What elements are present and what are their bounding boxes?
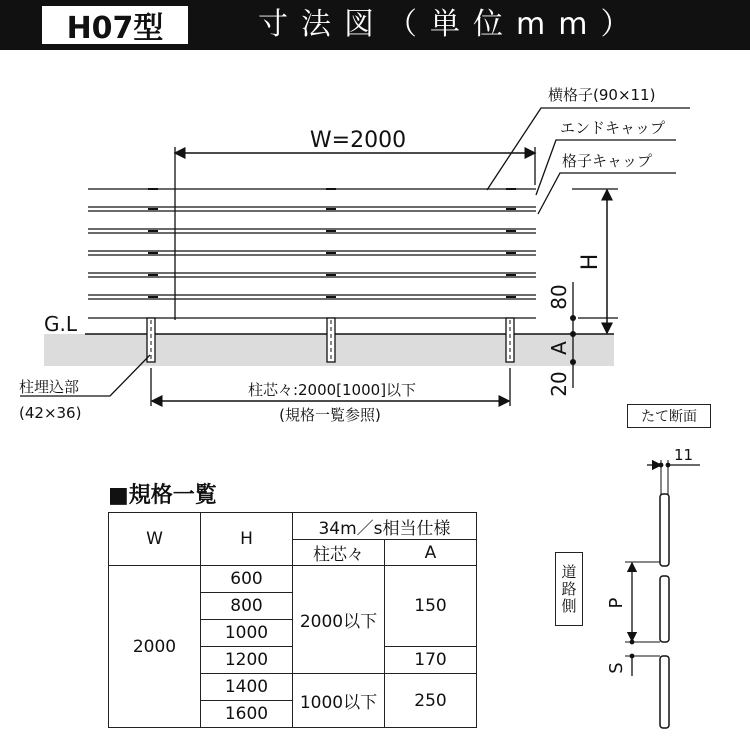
cell-w: 2000: [109, 566, 201, 728]
model-label: H07型: [42, 6, 188, 44]
gap-label: 80: [547, 284, 571, 310]
cell-h: 600: [201, 566, 293, 593]
section-thickness: 11: [674, 446, 694, 464]
cell-a: 150: [385, 566, 477, 647]
gl-label: G.L: [44, 312, 77, 336]
road-side-label: [555, 552, 583, 626]
cell-a: 250: [385, 674, 477, 728]
callout-rail-cap: 格子キャップ: [562, 152, 653, 170]
road-side-char: 側: [561, 596, 577, 615]
section-gap-label: S: [606, 662, 627, 674]
pitch-note: (規格一覧参照): [279, 406, 381, 424]
cell-h: 1200: [201, 647, 293, 674]
header-h: H: [201, 513, 293, 566]
header-a: A: [385, 540, 477, 566]
callout-rail: 横格子(90×11): [548, 86, 656, 104]
pitch-label: 柱芯々:2000[1000]以下: [247, 381, 417, 399]
anchor-label: A: [547, 341, 571, 355]
header-spec: 34m／s相当仕様: [293, 513, 477, 540]
height-label: H: [578, 253, 603, 271]
header-pitch: 柱芯々: [293, 540, 385, 566]
cell-a: 170: [385, 647, 477, 674]
width-label: W=2000: [309, 128, 407, 153]
callout-end-cap: エンドキャップ: [560, 119, 666, 137]
bottom-label: 20: [547, 371, 571, 397]
cell-pitch: 1000以下: [293, 674, 385, 728]
post-embed-size: (42×36): [19, 404, 82, 422]
spec-table: [108, 512, 477, 728]
cell-h: 1000: [201, 620, 293, 647]
road-side-char: 路: [561, 579, 577, 598]
section-title: たて断面: [627, 404, 711, 428]
cell-h: 800: [201, 593, 293, 620]
road-side-char: 道: [561, 562, 577, 581]
cell-h: 1400: [201, 674, 293, 701]
post-embed-label: 柱埋込部: [19, 378, 80, 396]
page-title: 寸法図（単位mm）: [258, 7, 644, 42]
header-w: W: [109, 513, 201, 566]
post-marks: [148, 189, 516, 297]
section-view: [606, 446, 700, 728]
cell-h: 1600: [201, 701, 293, 728]
cell-pitch: 2000以下: [293, 566, 385, 674]
section-pitch-label: P: [606, 597, 627, 609]
table-title: ■規格一覧: [108, 483, 217, 508]
